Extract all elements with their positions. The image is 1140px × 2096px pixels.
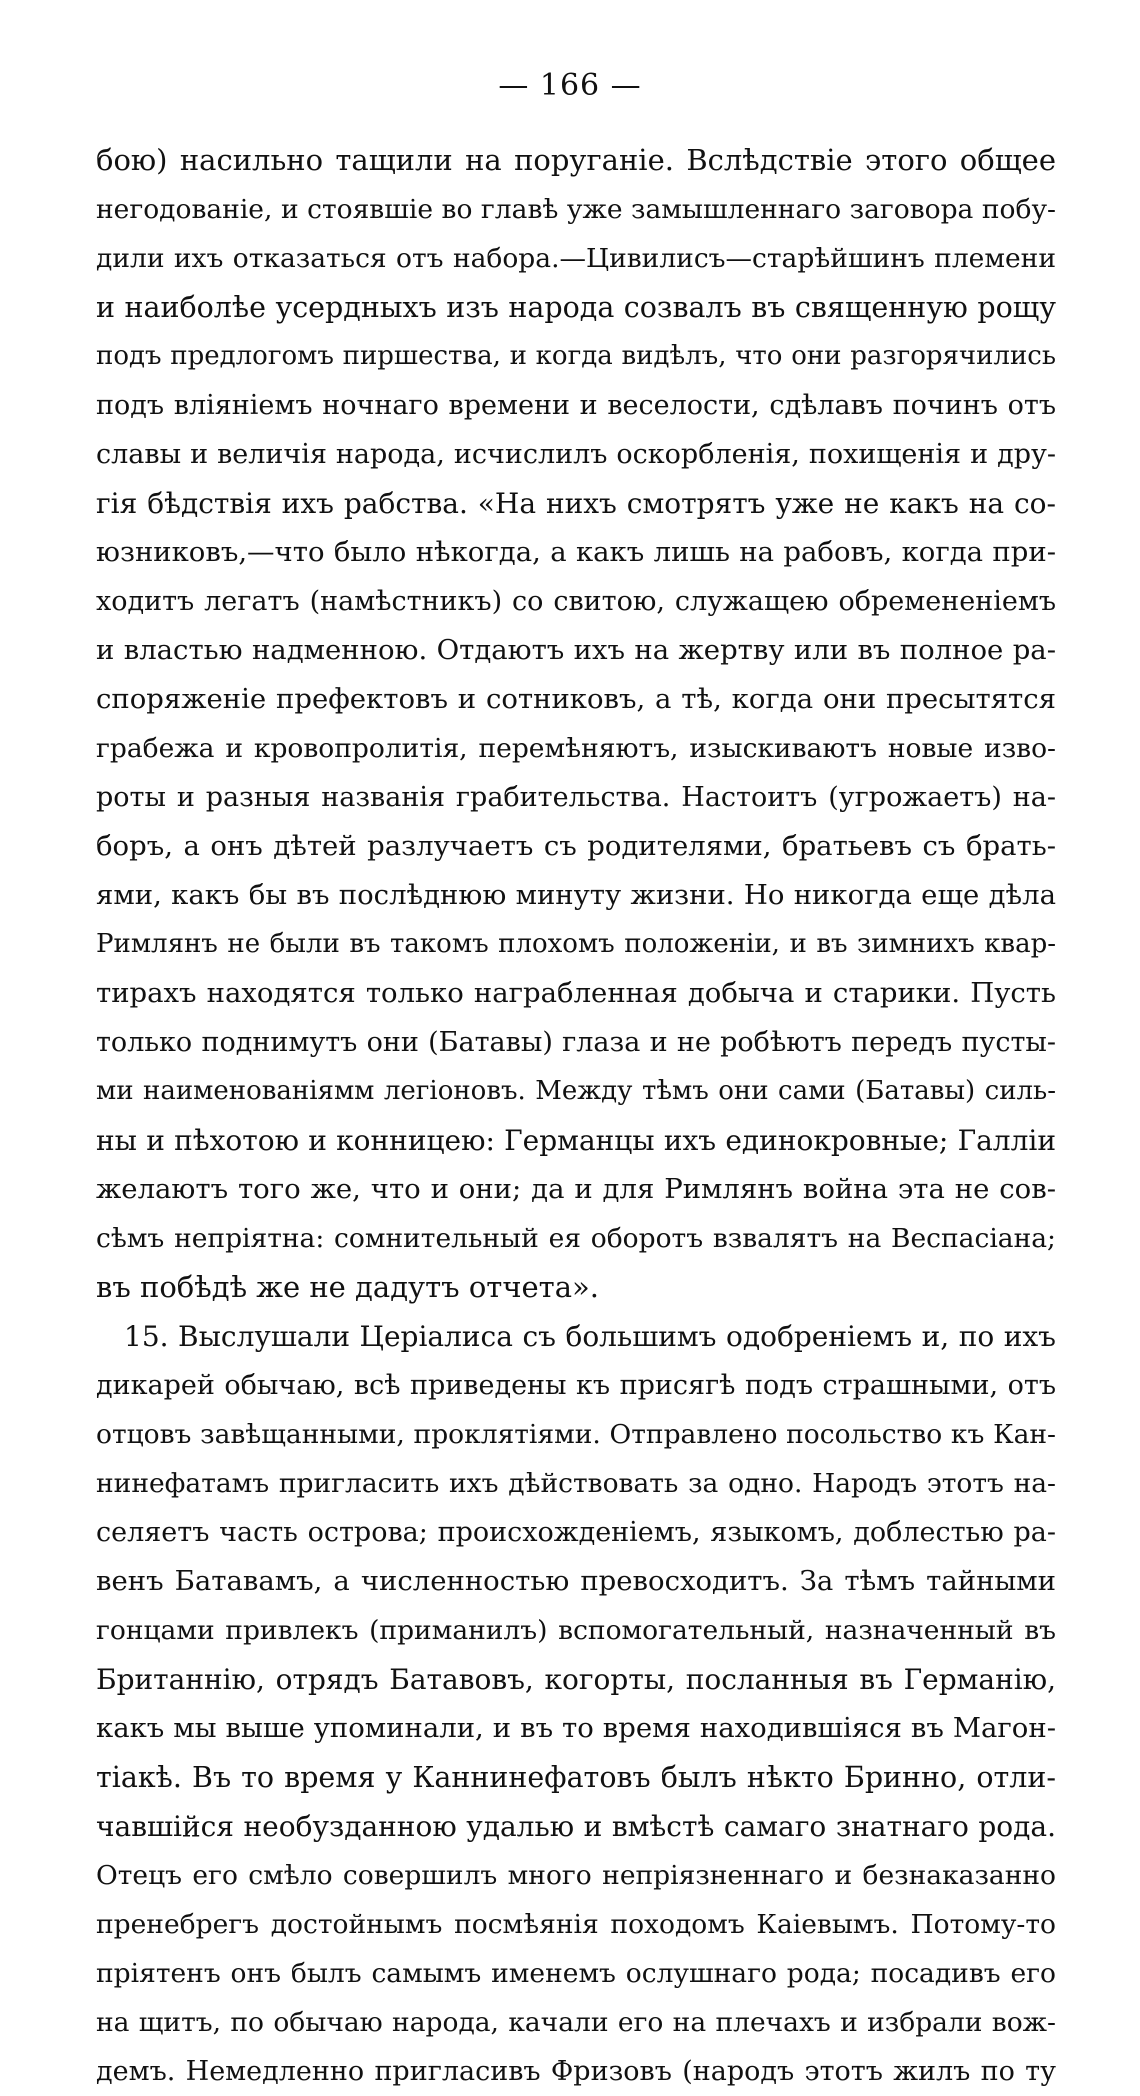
text-line: боръ, а онъ дѣтей разлучаетъ съ родителями, братьевъ съ брать-	[96, 830, 1056, 862]
text-line: на щитъ, по обычаю народа, качали его на плечахъ и избрали вож-	[96, 2007, 1056, 2038]
text-line: селяетъ часть острова; происхожденіемъ, языкомъ, доблестью ра-	[96, 1517, 1056, 1548]
text-line: грабежа и кровопролитія, перемѣняютъ, изыскиваютъ новые изво-	[96, 733, 1056, 764]
text-line: сѣмъ непріятна: сомнительный ея оборотъ взвалятъ на Веспасіана;	[96, 1223, 1056, 1254]
text-line: и наиболѣе усердныхъ изъ народа созвалъ въ священную рощу	[96, 291, 1056, 324]
text-line: роты и разныя названія грабительства. Настоитъ (угрожаетъ) на-	[96, 782, 1056, 813]
text-line: венъ Батавамъ, а численностью превосходитъ. За тѣмъ тайными	[96, 1565, 1056, 1597]
text-line: и властью надменною. Отдаютъ ихъ на жертву или въ полное ра-	[96, 634, 1056, 666]
text-line: гонцами привлекъ (приманилъ) вспомогательный, назначенный въ	[96, 1615, 1056, 1646]
text-line: дили ихъ отказаться отъ набора.—Цивилисъ—старѣйшинъ племени	[96, 243, 1056, 274]
text-line: пренебрегъ достойнымъ посмѣянія походомъ Каіевымъ. Потому-то	[96, 1909, 1056, 1940]
text-line: пріятенъ онъ былъ самымъ именемъ ослушнаго рода; посадивъ его	[96, 1958, 1056, 1989]
text-line: юзниковъ,—что было нѣкогда, а какъ лишь на рабовъ, когда при-	[96, 536, 1056, 568]
text-line: чавшійся необузданною удалью и вмѣстѣ самаго знатнаго рода.	[96, 1810, 1056, 1843]
text-line: подъ вліяніемъ ночнаго времени и веселости, сдѣлавъ починъ отъ	[96, 390, 1056, 421]
text-line: желаютъ того же, что и они; да и для Римлянъ война эта не сов-	[96, 1173, 1056, 1205]
text-line: ми наименованіямм легіоновъ. Между тѣмъ они сами (Батавы) силь-	[96, 1076, 1056, 1106]
text-line: тирахъ находятся только награбленная добыча и старики. Пусть	[96, 977, 1056, 1009]
text-line: только поднимутъ они (Батавы) глаза и не робѣютъ передъ пусты-	[96, 1027, 1056, 1058]
text-line: демъ. Немедленно пригласивъ Фризовъ (народъ этотъ жилъ по ту	[96, 2056, 1056, 2087]
paragraph-start-line: 15. Выслушали Церіалиса съ большимъ одобреніемъ и, по ихъ	[124, 1320, 1056, 1353]
body-text	[96, 136, 1056, 2096]
text-line: Британнію, отрядъ Батавовъ, когорты, посланныя въ Германію,	[96, 1663, 1056, 1696]
text-line: въ побѣдѣ же не дадутъ отчета».	[96, 1270, 599, 1304]
text-line: ны и пѣхотою и конницею: Германцы ихъ единокровные; Галліи	[96, 1124, 1056, 1157]
text-line: негодованіе, и стоявшіе во главѣ уже замышленнаго заговора побу-	[96, 194, 1056, 225]
text-line: бою) насильно тащили на поруганіе. Вслѣдствіе этого общее	[96, 143, 1056, 177]
text-line: дикарей обычаю, всѣ приведены къ присягѣ подъ страшными, отъ	[96, 1370, 1056, 1401]
text-line: ходитъ легатъ (намѣстникъ) со свитою, служащею обремененіемъ	[96, 586, 1056, 617]
text-line: Римлянъ не были въ такомъ плохомъ положеніи, и въ зимнихъ квар-	[96, 929, 1056, 959]
text-line: споряженіе префектовъ и сотниковъ, а тѣ, когда они пресытятся	[96, 683, 1056, 715]
text-line: отцовъ завѣщанными, проклятіями. Отправлено посольство къ Кан-	[96, 1419, 1056, 1450]
text-line: подъ предлогомъ пиршества, и когда видѣлъ, что они разгорячились	[96, 341, 1056, 371]
text-line: гія бѣдствія ихъ рабства. «На нихъ смотрятъ уже не какъ на со-	[96, 487, 1056, 520]
page-number: — 166 —	[498, 68, 642, 103]
text-line: Отецъ его смѣло совершилъ много непріязненнаго и безнаказанно	[96, 1860, 1056, 1891]
text-line: какъ мы выше упоминали, и въ то время находившіяся въ Магон-	[96, 1712, 1056, 1744]
text-line: нинефатамъ пригласить ихъ дѣйствовать за одно. Народъ этотъ на-	[96, 1468, 1056, 1499]
text-line: славы и величія народа, исчислилъ оскорбленія, похищенія и дру-	[96, 439, 1056, 470]
text-line: тіакѣ. Въ то время у Каннинефатовъ былъ нѣкто Бринно, отли-	[96, 1761, 1056, 1794]
text-line: ями, какъ бы въ послѣднюю минуту жизни. Но никогда еще дѣла	[96, 879, 1056, 911]
